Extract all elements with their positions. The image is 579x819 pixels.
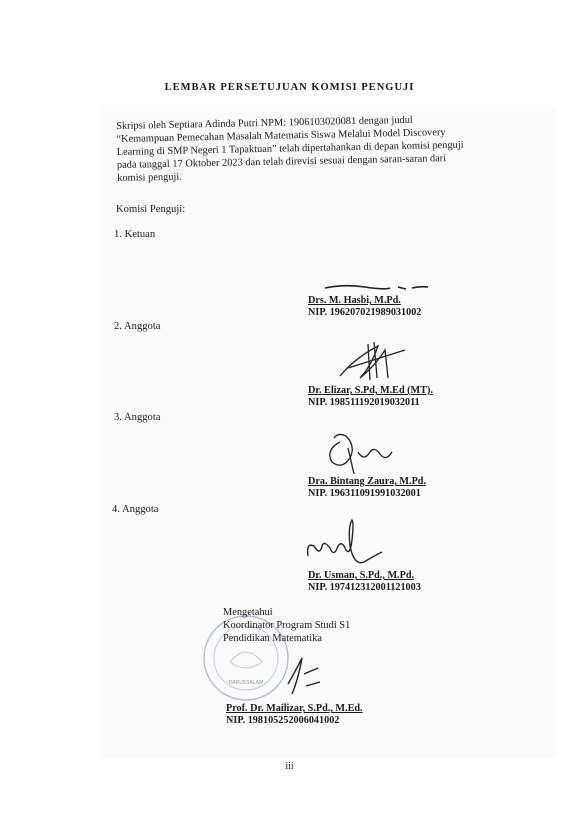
intro-line-2: “Kemampuan Pemecahan Masalah Matematis Siswa Melalui Model Discovery: [116, 127, 446, 145]
examiner-2-name: Dr. Elizar, S.Pd, M.Ed (MT).: [308, 385, 433, 396]
page-title: LEMBAR PERSETUJUAN KOMISI PENGUJI: [164, 82, 415, 93]
page-number: iii: [285, 761, 294, 772]
examiner-4-signature-block: [308, 570, 421, 594]
examiner-1-nip: NIP. 196207021989031002: [308, 307, 422, 318]
coordinator-name: Prof. Dr. Mailizar, S.Pd., M.Ed.: [226, 703, 363, 714]
signature-coordinator: [278, 650, 328, 700]
coordinator-signature-block: [226, 703, 363, 727]
approval-line-1: Mengetahui: [223, 607, 273, 618]
signature-examiner-4: [302, 516, 386, 578]
intro-paragraph: [116, 112, 517, 185]
examiner-2-role: 2. Anggota: [114, 321, 161, 332]
intro-line-5: komisi penguji.: [117, 171, 182, 184]
intro-line-3: Learning di SMP Negeri 1 Tapaktuan” telah dipertahankan di depan komisi penguji: [116, 139, 464, 158]
examiner-3-signature-block: [308, 476, 426, 500]
signature-examiner-2: [330, 338, 410, 384]
examiner-1-name: Drs. M. Hasbi, M.Pd.: [308, 295, 401, 306]
examiner-3-role: 3. Anggota: [114, 412, 161, 423]
examiner-3-nip: NIP. 196311091991032001: [308, 488, 421, 499]
approval-line-2: Koordinator Program Studi S1: [223, 620, 351, 631]
intro-line-1: Skripsi oleh Septiara Adinda Putri NPM: 1906103020081 dengan judul: [116, 114, 413, 132]
examiner-4-nip: NIP. 197412312001121003: [308, 582, 421, 593]
examiner-2-nip: NIP. 198511192019032011: [308, 397, 420, 408]
examiner-3-name: Dra. Bintang Zaura, M.Pd.: [308, 476, 427, 487]
examiner-1-role: 1. Ketuan: [114, 229, 156, 240]
coordinator-nip: NIP. 198105252006041002: [226, 715, 340, 726]
approval-block: [223, 606, 350, 645]
examiner-4-name: Dr. Usman, S.Pd., M.Pd.: [308, 570, 415, 581]
examiner-1-signature-block: [308, 295, 421, 319]
examiner-2-signature-block: [308, 385, 433, 409]
komisi-label: Komisi Penguji:: [116, 204, 186, 215]
intro-line-4: pada tanggal 17 Oktober 2023 dan telah direvisi sesuai dengan saran-saran dari: [116, 153, 447, 171]
signature-examiner-1: [320, 280, 430, 294]
stamp-text: DARUSSALAM: [228, 680, 264, 686]
approval-line-3: Pendidikan Matematika: [223, 633, 322, 644]
signature-examiner-3: [320, 428, 400, 476]
examiner-4-role: 4. Anggota: [112, 504, 159, 515]
